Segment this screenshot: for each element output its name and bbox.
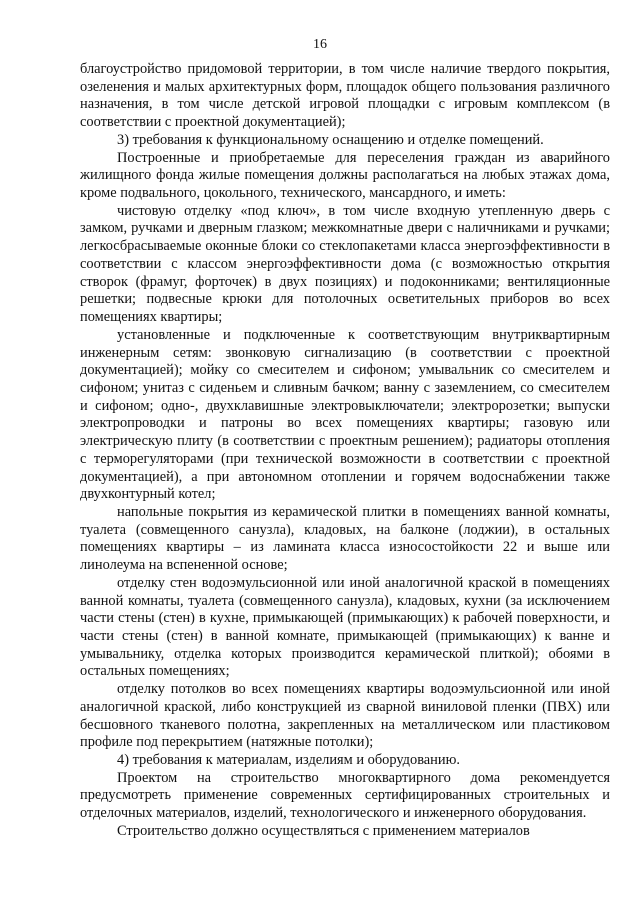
paragraph-section-4-heading: 4) требования к материалам, изделиям и оборудованию. (117, 752, 460, 769)
paragraph: отделку потолков во всех помещениях квартиры водоэмульсионной или иной аналогичной краской, либо конструкцией из сварной виниловой пленки (ПВХ) или бесшовного тканевого полотна, закрепленных на металлическом или пластиковом профиле под перекрытием (натяжные потолки); (80, 681, 610, 751)
page-number: 16 (313, 37, 327, 52)
paragraph: отделку стен водоэмульсионной или иной аналогичной краской в помещениях ванной комнаты, туалета (совмещенного санузла), кладовых, кухни (за исключением части стены (стен) в кухне, примыкающей (примыкающих) к рабочей поверхности, и части стены (стен) в ванной комнате, примыкающей (примыкающих) к ванне и умывальнику, отделка которых производится керамической плиткой); обоями в остальных помещениях; (80, 574, 610, 680)
paragraph-continued: благоустройство придомовой территории, в том числе наличие твердого покрытия, озеленения и малых архитектурных форм, площадок общего пользования различного назначения, в том числе детской игровой площадки с игровым комплексом (в соответствии с проектной документацией); (80, 61, 610, 131)
paragraph: Строительство должно осуществляться с применением материалов (117, 822, 530, 839)
paragraph-section-3-heading: 3) требования к функциональному оснащению и отделке помещений. (117, 131, 544, 148)
paragraph: Проектом на строительство многоквартирного дома рекомендуется предусмотреть применение современных сертифицированных строительных и отделочных материалов, изделий, технологического и инженерного оборудования. (80, 769, 610, 822)
paragraph: чистовую отделку «под ключ», в том числе входную утепленную дверь с замком, ручками и дверным глазком; межкомнатные двери с наличниками и ручками; легкосбрасываемые оконные блоки со стеклопакетами класса энергоэффективности в соответствии с классом энергоэффективности дома (с возможностью открытия створок (фрамуг, форточек) в двух позициях) и подоконниками; вентиляционные решетки; подвесные крюки для потолочных осветительных приборов во всех помещениях квартиры; (80, 202, 610, 326)
document-body (80, 61, 610, 841)
paragraph: установленные и подключенные к соответствующим внутриквартирным инженерным сетям: звонковую сигнализацию (в соответствии с проектной документацией); мойку со смесителем и сифоном; умывальник со смесителем и сифоном; унитаз с сиденьем и сливным бачком; ванну с заземлением, со смесителем и сифоном; одно-, двухклавишные электровыключатели; электророзетки; выпуски электропроводки и патроны во всех помещениях квартиры; газовую или электрическую плиту (в соответствии с проектным решением); радиаторы отопления с терморегуляторами (при технической возможности в соответствии с проектной документацией), а при автономном отоплении и горячем водоснабжении также двухконтурный котел; (80, 326, 610, 503)
paragraph: Построенные и приобретаемые для переселения граждан из аварийного жилищного фонда жилые помещения должны располагаться на любых этажах дома, кроме подвального, цокольного, технического, мансардного, и иметь: (80, 149, 610, 202)
paragraph: напольные покрытия из керамической плитки в помещениях ванной комнаты, туалета (совмещенного санузла), кладовых, на балконе (лоджии), в остальных помещениях квартиры – из ламината класса износостойкости 22 и выше или линолеума на вспененной основе; (80, 503, 610, 574)
